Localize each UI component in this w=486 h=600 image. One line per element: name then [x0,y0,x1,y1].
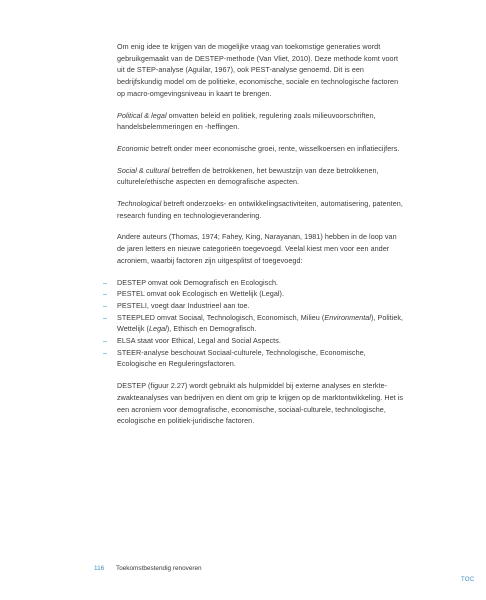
list-dash: – [103,289,108,299]
paragraph-political-legal-text: omvatten beleid en politiek, regulering zoals milieuvoorschriften, handelsbelemmeringen en -heffingen. [117,110,376,132]
running-title: Toekomstbestendig renoveren [116,565,202,572]
paragraph-destep-usage: DESTEP (figuur 2.27) wordt gebruikt als hulpmiddel bij externe analyses en sterkte-zwakteanalyses van bedrijven en dient om grip te krijgen op de marktontwikkeling. Het is een acroniem voor demografische, economische, sociaal-culturele, technologische, ecologische en politiek-juridische factoren. [117,381,404,426]
body-text [103,41,405,437]
toc-link[interactable]: TOC [461,577,475,583]
list-item [103,347,405,370]
list-item-text: DESTEP omvat ook Demografisch en Ecologisch. [117,277,279,287]
paragraph-political-legal [117,110,405,133]
list-dash: – [103,300,108,310]
list-item-text: PESTELI, voegt daar Industrieel aan toe. [117,300,250,310]
list-dash: – [103,347,108,357]
paragraph-technological-text: betreft onderzoeks- en ontwikkelingsactiviteiten, automatisering, patenten, research funding en technologieverandering. [117,199,403,220]
list-item [103,288,405,300]
paragraph-social-cultural [117,165,405,188]
list-item-text: STEER-analyse beschouwt Sociaal-culturele, Technologische, Economische, Ecologische en Reguleringsfactoren. [117,347,366,369]
list-item-text: ), Politiek, Wettelijk ( [117,312,404,334]
list-dash: – [103,312,108,322]
list-item-text: STEEPLED omvat Sociaal, Technologisch, Economisch, Milieu ( [117,312,325,322]
list-item-text: PESTEL omvat ook Ecologisch en Wettelijk (Legal). [117,289,285,299]
paragraph-social-cultural-text: betreffen de betrokkenen, het bewustzijn van deze betrokkenen, culturele/ethische aspecten en demografische aspecten. [117,165,379,187]
list-item-text: ), Ethisch en Demografisch. [166,324,257,334]
term-economic: Economic [117,143,149,153]
acronym-list [103,277,405,371]
paragraph-other-authors: Andere auteurs (Thomas, 1974; Fahey, King, Narayanan, 1981) hebben in de loop van de jaren letters en nieuwe categorieën toegevoegd. Veelal kiest men voor een ander acroniem, waarbij factoren zijn uitgesplitst of toegevoegd: [117,232,397,265]
page-number: 116 [94,565,105,572]
paragraph-technological [117,198,405,221]
paragraph-economic-text: betreft onder meer economische groei, rente, wisselkoersen en inflatiecijfers. [148,143,400,153]
term-political-legal: Political & legal [117,110,167,120]
list-dash: – [103,277,108,287]
list-item [103,335,405,347]
list-dash: – [103,336,108,346]
term-social-cultural: Social & cultural [117,165,170,175]
term-technological: Technological [117,199,162,209]
term-legal: Legal [148,324,167,334]
list-item-text: ELSA staat voor Ethical, Legal and Social Aspects. [117,336,281,346]
term-environmental: Environmental [324,312,371,322]
list-item [103,300,405,312]
list-item [103,277,405,289]
paragraph-destep-intro: Om enig idee te krijgen van de mogelijke vraag van toekomstige generaties wordt gebruikgemaakt van de DESTEP-methode (Van Vliet, 2010). Deze methode komt voort uit de STEP-analyse (Aguilar, 1967), ook PEST-analyse genoemd. Dit is een bedrijfskundig model om de politieke, economische, sociale en technologische factoren op macro-omgevingsniveau in kaart te brengen. [117,42,399,98]
list-item [103,312,405,335]
paragraph-economic [117,143,405,155]
